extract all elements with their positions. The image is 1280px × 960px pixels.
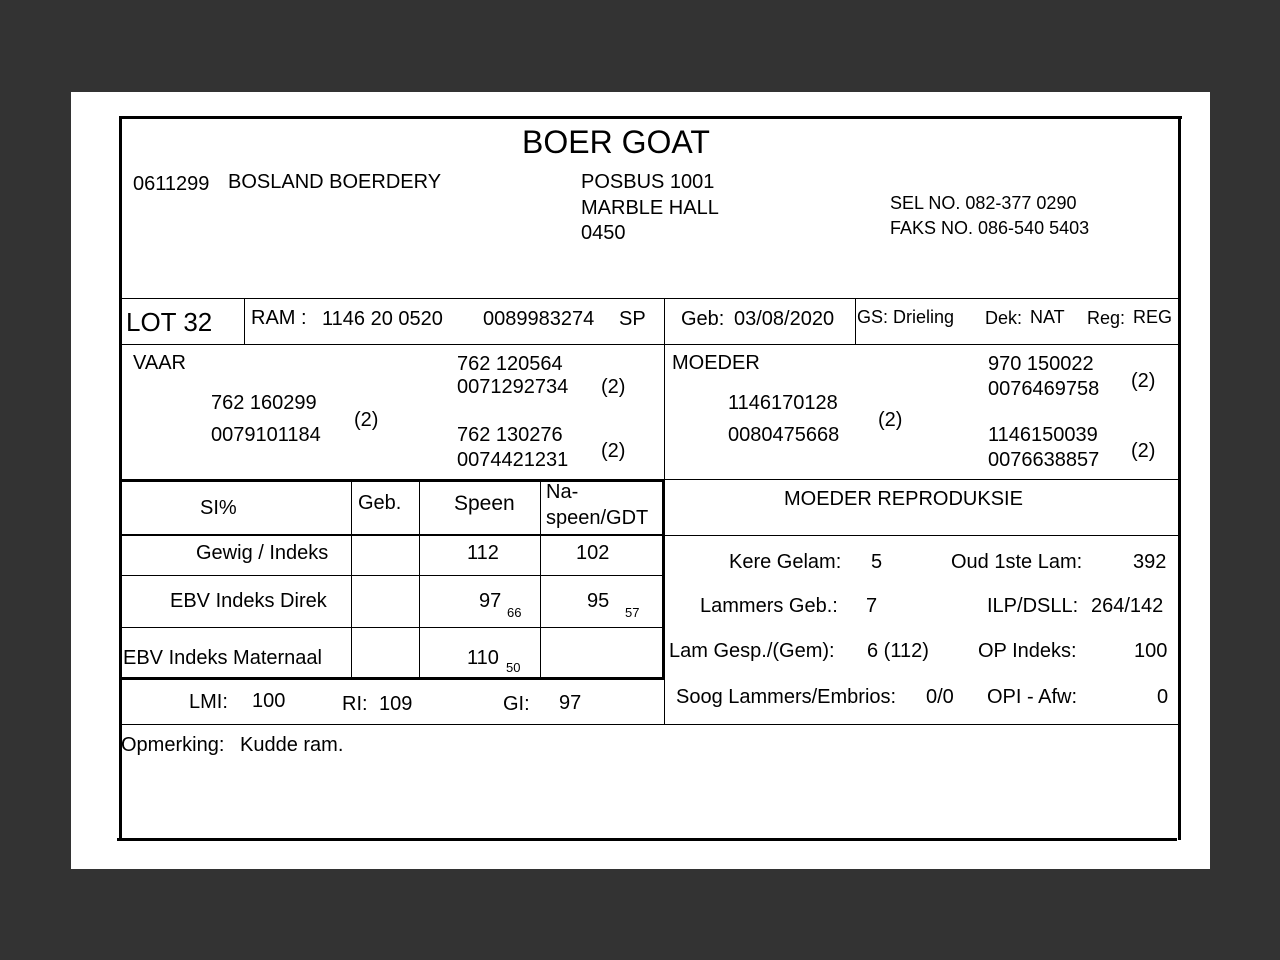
address-line-3: 0450 (581, 222, 626, 244)
lambs-born-value: 7 (866, 595, 878, 617)
dek-label: Dek: (985, 308, 1023, 328)
ri-label: RI: (342, 693, 368, 715)
ilp-dsll-value: 264/142 (1091, 595, 1164, 617)
ri-value: 109 (379, 693, 413, 715)
lmi-label: LMI: (189, 691, 228, 713)
dam-dam-id: 1146150039 (988, 424, 1098, 446)
divider-lot (122, 344, 1179, 345)
opi-deviation-label: OPI - Afw: (987, 686, 1078, 708)
lambs-weaned-value: 6 (112) (867, 640, 929, 662)
lot-label: LOT 32 (126, 307, 213, 337)
phone-number: SEL NO. 082-377 0290 (890, 193, 1077, 213)
ebv-direct-naspeen: 95 (587, 590, 610, 612)
si-header: SI% (200, 497, 237, 519)
remarks-label: Opmerking: (121, 734, 225, 756)
gi-label: GI: (503, 693, 530, 715)
card-title: BOER GOAT (522, 124, 710, 160)
reg-value: REG (1133, 307, 1173, 327)
divider-si-row1 (122, 575, 664, 576)
dek-value: NAT (1030, 307, 1065, 327)
dam-label: MOEDER (672, 352, 760, 374)
dam-dam-reg-number: 0076638857 (988, 449, 1100, 471)
suckling-lambs-label: Soog Lammers/Embrios: (676, 686, 897, 708)
remarks-text: Kudde ram. (240, 734, 344, 756)
dam-id: 1146170128 (728, 392, 838, 414)
fax-number: FAKS NO. 086-540 5403 (890, 218, 1090, 238)
kere-gelam-value: 5 (871, 551, 883, 573)
ilp-dsll-label: ILP/DSLL: (987, 595, 1079, 617)
divider-gs-cell (855, 298, 856, 344)
divider-repro-header (664, 535, 1179, 536)
ebv-direct-naspeen-accuracy: 57 (625, 605, 640, 620)
breeder-name: BOSLAND BOERDERY (228, 171, 442, 193)
divider-si-col2 (419, 482, 420, 678)
address-line-2: MARBLE HALL (581, 197, 719, 219)
sire-sire-reg-number: 0071292734 (457, 376, 569, 398)
op-index-label: OP Indeks: (978, 640, 1077, 662)
divider-pedigree-left (122, 479, 664, 482)
birth-date-label: Geb: (681, 308, 725, 330)
naspeen-header-line2: speen/GDT (546, 507, 649, 529)
sire-dam-reg-number: 0074421231 (457, 449, 569, 471)
dam-sire-reg-number: 0076469758 (988, 378, 1100, 400)
divider-pedigree-right (664, 479, 1179, 480)
lambs-born-label: Lammers Geb.: (700, 595, 838, 617)
ram-reg-number: 0089983274 (483, 308, 595, 330)
speen-header: Speen (454, 492, 515, 515)
op-index-value: 100 (1134, 640, 1168, 662)
kere-gelam-label: Kere Gelam: (729, 551, 842, 573)
divider-si-header (122, 534, 664, 536)
reproduction-title: MOEDER REPRODUKSIE (784, 488, 1023, 510)
sire-reg-number: 0079101184 (211, 424, 321, 446)
card-border-right (1178, 116, 1181, 840)
dam-reg-number: 0080475668 (728, 424, 840, 446)
gi-value: 97 (559, 692, 582, 714)
dam-sire-id: 970 150022 (988, 353, 1094, 375)
opi-deviation-value: 0 (1157, 686, 1169, 708)
divider-si-table-right (662, 479, 665, 679)
weight-index-speen: 112 (467, 542, 499, 564)
divider-lot-cell (244, 298, 245, 344)
sire-sire-id: 762 120564 (457, 353, 563, 375)
ebv-maternal-speen-accuracy: 50 (506, 660, 521, 675)
divider-header (122, 298, 1179, 299)
sire-id: 762 160299 (211, 392, 317, 414)
divider-si-row2 (122, 627, 664, 628)
divider-si-col3 (540, 482, 541, 678)
suckling-lambs-value: 0/0 (926, 686, 954, 708)
divider-remarks (122, 724, 1179, 725)
first-lamb-age-label: Oud 1ste Lam: (951, 551, 1083, 573)
sire-count: (2) (354, 409, 379, 431)
lmi-value: 100 (252, 690, 286, 712)
ram-class: SP (619, 308, 646, 330)
sire-dam-count: (2) (601, 440, 626, 462)
weight-index-label: Gewig / Indeks (196, 542, 329, 564)
ebv-direct-speen-accuracy: 66 (507, 605, 522, 620)
sire-dam-id: 762 130276 (457, 424, 563, 446)
first-lamb-age-value: 392 (1133, 551, 1167, 573)
sire-sire-count: (2) (601, 376, 626, 398)
geb-header: Geb. (358, 492, 402, 514)
dam-count: (2) (878, 409, 903, 431)
birth-status: GS: Drieling (857, 307, 955, 327)
ebv-direct-label: EBV Indeks Direk (170, 590, 327, 612)
address-line-1: POSBUS 1001 (581, 171, 715, 193)
naspeen-header-line1: Na- (546, 481, 579, 503)
card-border-bottom (117, 838, 1177, 841)
weight-index-naspeen: 102 (576, 542, 610, 564)
birth-date: 03/08/2020 (734, 308, 835, 330)
lambs-weaned-label: Lam Gesp./(Gem): (669, 640, 835, 662)
card-border-left (119, 116, 122, 840)
divider-si-table-bottom (122, 677, 664, 680)
divider-si-col1 (351, 482, 352, 678)
ebv-maternal-label: EBV Indeks Maternaal (123, 647, 322, 669)
card-border-top (119, 116, 1182, 119)
ebv-maternal-speen: 110 (467, 647, 499, 669)
dam-dam-count: (2) (1131, 440, 1156, 462)
sire-label: VAAR (133, 352, 186, 374)
ram-id: 1146 20 0520 (322, 308, 443, 330)
ram-label: RAM : (251, 307, 307, 329)
reg-label: Reg: (1087, 308, 1126, 328)
breeder-id: 0611299 (133, 173, 210, 195)
dam-sire-count: (2) (1131, 370, 1156, 392)
ebv-direct-speen: 97 (479, 590, 502, 612)
